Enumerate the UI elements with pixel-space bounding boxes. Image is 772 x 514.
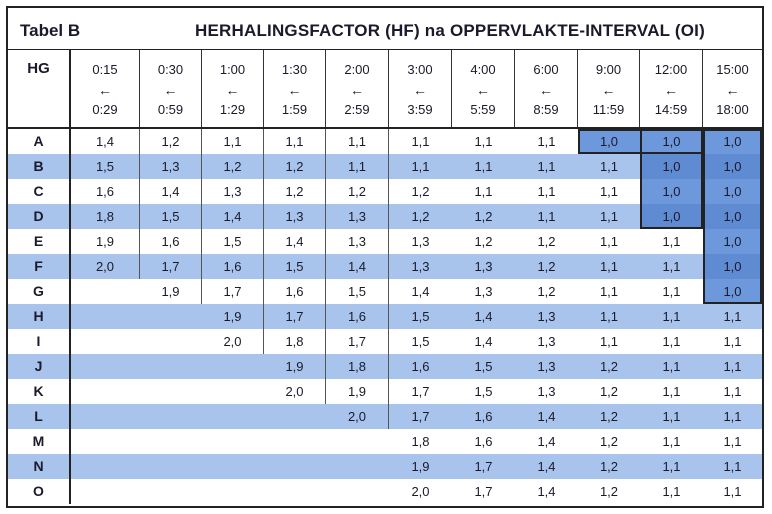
table-cell: 1,0 bbox=[703, 154, 762, 179]
column-from: 1:00 bbox=[219, 62, 246, 77]
row-group-label: E bbox=[8, 229, 71, 254]
table-cell: 1,6 bbox=[474, 409, 493, 424]
table-cell: 1,1 bbox=[474, 134, 493, 149]
table-row bbox=[8, 254, 762, 279]
table-cell bbox=[71, 479, 140, 504]
table-row bbox=[8, 279, 762, 304]
table-cell: 1,4 bbox=[326, 254, 389, 279]
table-cell: 1,6 bbox=[140, 229, 202, 254]
arrow-left-icon: ← bbox=[98, 82, 112, 98]
table-cell: 1,1 bbox=[662, 484, 681, 499]
table-cell bbox=[140, 404, 202, 429]
table-cell: 1,7 bbox=[474, 484, 493, 499]
table-cell bbox=[202, 354, 264, 379]
column-to: 18:00 bbox=[716, 102, 749, 117]
table-cell bbox=[71, 304, 140, 329]
arrow-left-icon: ← bbox=[539, 82, 553, 98]
table-cell: 1,2 bbox=[599, 384, 619, 399]
row-group-label: M bbox=[8, 429, 71, 454]
table-cell: 1,1 bbox=[411, 159, 430, 174]
table-cell: 1,7 bbox=[264, 304, 326, 329]
table-cell: 1,1 bbox=[599, 284, 619, 299]
table-cell: 1,1 bbox=[537, 134, 556, 149]
table-cell: 1,0 bbox=[640, 204, 703, 229]
table-cell: 1,2 bbox=[537, 284, 556, 299]
table-cell: 1,3 bbox=[537, 309, 556, 324]
column-from: 1:30 bbox=[281, 62, 308, 77]
table-cell bbox=[264, 454, 326, 479]
table-cell bbox=[71, 404, 140, 429]
title-bar bbox=[8, 8, 762, 50]
table-cell: 1,9 bbox=[202, 304, 264, 329]
arrow-left-icon: ← bbox=[664, 82, 678, 98]
column-from: 2:00 bbox=[344, 62, 370, 77]
table-cell: 1,3 bbox=[411, 259, 430, 274]
table-cell: 1,1 bbox=[723, 309, 742, 324]
table-cell: 1,1 bbox=[264, 129, 326, 154]
table-cell: 1,3 bbox=[474, 284, 493, 299]
table-cell: 1,0 bbox=[703, 254, 762, 279]
table-cell: 1,2 bbox=[474, 234, 493, 249]
table-cell: 1,1 bbox=[723, 409, 742, 424]
table-cell: 1,1 bbox=[599, 184, 619, 199]
table-row bbox=[8, 154, 762, 179]
table-cell: 1,7 bbox=[202, 279, 264, 304]
column-header bbox=[71, 50, 140, 127]
table-cell: 1,2 bbox=[140, 129, 202, 154]
table-cell: 1,4 bbox=[71, 129, 140, 154]
table-cell bbox=[202, 404, 264, 429]
arrow-left-icon: ← bbox=[725, 82, 740, 98]
table-cell: 1,4 bbox=[537, 484, 556, 499]
table-cell: 1,2 bbox=[326, 179, 389, 204]
table-cell: 1,9 bbox=[264, 354, 326, 379]
arrow-left-icon: ← bbox=[476, 82, 490, 98]
column-from: 4:00 bbox=[470, 62, 496, 77]
table-title: HERHALINGSFACTOR (HF) na OPPERVLAKTE-INTERVAL (OI) bbox=[195, 21, 705, 40]
arrow-left-icon: ← bbox=[287, 82, 302, 98]
table-cell: 1,1 bbox=[411, 134, 430, 149]
table-cell: 1,0 bbox=[640, 129, 703, 154]
table-cell: 1,7 bbox=[140, 254, 202, 279]
row-group-label: C bbox=[8, 179, 71, 204]
table-cell: 1,5 bbox=[411, 309, 430, 324]
table-cell: 1,1 bbox=[537, 159, 556, 174]
column-from: 0:15 bbox=[92, 62, 118, 77]
table-cell: 1,1 bbox=[723, 459, 742, 474]
row-group-label: J bbox=[8, 354, 71, 379]
table-cell: 1,0 bbox=[703, 204, 762, 229]
table-cell bbox=[140, 479, 202, 504]
table-row bbox=[8, 354, 762, 379]
table-cell: 1,5 bbox=[411, 334, 430, 349]
table-cell: 1,5 bbox=[71, 154, 140, 179]
table-cell: 1,8 bbox=[326, 354, 389, 379]
table-cell: 1,3 bbox=[411, 234, 430, 249]
table-cell: 1,1 bbox=[537, 209, 556, 224]
table-cell: 1,5 bbox=[202, 229, 264, 254]
table-cell: 1,0 bbox=[703, 179, 762, 204]
table-cell: 1,1 bbox=[662, 234, 681, 249]
table-cell: 1,1 bbox=[326, 129, 389, 154]
column-from: 6:00 bbox=[533, 62, 559, 77]
table-cell: 1,4 bbox=[537, 459, 556, 474]
column-from: 9:00 bbox=[595, 62, 622, 77]
table-cell: 1,9 bbox=[326, 379, 389, 404]
table-cell bbox=[71, 429, 140, 454]
table-row bbox=[8, 204, 762, 229]
table-cell: 1,1 bbox=[662, 459, 681, 474]
table-row bbox=[8, 129, 762, 154]
table-cell: 2,0 bbox=[71, 254, 140, 279]
table-cell: 1,1 bbox=[723, 359, 742, 374]
table-cell bbox=[326, 454, 389, 479]
column-to: 11:59 bbox=[592, 102, 625, 117]
column-to: 0:59 bbox=[157, 102, 184, 117]
table-cell: 1,0 bbox=[640, 179, 703, 204]
table-cell: 1,2 bbox=[599, 459, 619, 474]
table-cell: 1,4 bbox=[202, 204, 264, 229]
table-cell: 1,8 bbox=[71, 204, 140, 229]
table-cell: 1,1 bbox=[723, 484, 742, 499]
column-to: 2:59 bbox=[344, 102, 370, 117]
column-from: 12:00 bbox=[654, 62, 688, 77]
table-cell: 1,3 bbox=[537, 359, 556, 374]
table-cell: 1,6 bbox=[202, 254, 264, 279]
column-header bbox=[515, 50, 578, 127]
table-cell: 1,1 bbox=[599, 209, 619, 224]
table-cell bbox=[264, 429, 326, 454]
table-cell bbox=[140, 454, 202, 479]
table-cell bbox=[264, 479, 326, 504]
table-cell bbox=[202, 429, 264, 454]
table-cell: 1,9 bbox=[411, 459, 430, 474]
table-cell: 1,1 bbox=[662, 384, 681, 399]
arrow-left-icon: ← bbox=[413, 82, 427, 98]
table-row bbox=[8, 429, 762, 454]
table-cell: 1,2 bbox=[599, 434, 619, 449]
table-cell: 1,5 bbox=[264, 254, 326, 279]
table-cell: 1,1 bbox=[662, 284, 681, 299]
table-cell bbox=[71, 354, 140, 379]
table-cell bbox=[71, 279, 140, 304]
table-label: Tabel B bbox=[20, 21, 81, 40]
table-cell: 1,0 bbox=[703, 279, 762, 304]
arrow-left-icon: ← bbox=[350, 82, 364, 98]
table-cell: 1,2 bbox=[537, 234, 556, 249]
table-cell: 1,1 bbox=[723, 334, 742, 349]
row-group-label: I bbox=[8, 329, 71, 354]
table-cell bbox=[140, 429, 202, 454]
table-cell bbox=[202, 454, 264, 479]
table-row bbox=[8, 479, 762, 504]
arrow-left-icon: ← bbox=[225, 82, 240, 98]
column-header bbox=[452, 50, 515, 127]
table-cell: 1,4 bbox=[411, 284, 430, 299]
table-cell: 1,0 bbox=[703, 229, 762, 254]
table-cell: 1,1 bbox=[662, 334, 681, 349]
table-row bbox=[8, 379, 762, 404]
table-cell: 1,2 bbox=[599, 409, 619, 424]
column-header bbox=[264, 50, 326, 127]
table-cell: 1,2 bbox=[411, 209, 430, 224]
column-to: 5:59 bbox=[470, 102, 496, 117]
table-cell: 1,0 bbox=[640, 154, 703, 179]
table-cell: 1,3 bbox=[474, 259, 493, 274]
table-cell: 1,3 bbox=[202, 179, 264, 204]
table-cell: 1,1 bbox=[662, 259, 681, 274]
table-cell: 2,0 bbox=[264, 379, 326, 404]
column-header bbox=[202, 50, 264, 127]
table-row bbox=[8, 329, 762, 354]
table-cell: 1,3 bbox=[264, 204, 326, 229]
table-row bbox=[8, 179, 762, 204]
table-cell: 1,4 bbox=[537, 434, 556, 449]
table-cell: 1,0 bbox=[703, 129, 762, 154]
table-cell: 1,3 bbox=[326, 204, 389, 229]
column-header bbox=[326, 50, 389, 127]
column-to: 8:59 bbox=[533, 102, 559, 117]
table-cell: 2,0 bbox=[411, 484, 430, 499]
table-cell: 1,6 bbox=[264, 279, 326, 304]
table-cell: 1,8 bbox=[411, 434, 430, 449]
table-cell: 1,4 bbox=[140, 179, 202, 204]
table-cell: 1,5 bbox=[474, 359, 493, 374]
table-cell: 1,2 bbox=[264, 179, 326, 204]
table-row bbox=[8, 229, 762, 254]
table-cell: 1,4 bbox=[474, 334, 493, 349]
table-cell: 1,5 bbox=[140, 204, 202, 229]
row-group-label: L bbox=[8, 404, 71, 429]
table-row bbox=[8, 304, 762, 329]
table-cell: 1,4 bbox=[264, 229, 326, 254]
row-group-label: O bbox=[8, 479, 71, 504]
table-cell: 1,1 bbox=[326, 154, 389, 179]
row-group-label: B bbox=[8, 154, 71, 179]
table-cell: 1,1 bbox=[662, 434, 681, 449]
table-cell: 1,1 bbox=[599, 259, 619, 274]
table-cell: 1,1 bbox=[723, 434, 742, 449]
column-header bbox=[389, 50, 452, 127]
table-cell: 1,1 bbox=[537, 184, 556, 199]
table-cell: 1,1 bbox=[599, 309, 619, 324]
table-cell: 1,1 bbox=[662, 409, 681, 424]
table-cell bbox=[202, 479, 264, 504]
table-cell: 1,5 bbox=[474, 384, 493, 399]
table-cell bbox=[326, 429, 389, 454]
table-cell: 1,9 bbox=[71, 229, 140, 254]
table-cell: 1,8 bbox=[264, 329, 326, 354]
arrow-left-icon: ← bbox=[163, 82, 178, 98]
column-from: 3:00 bbox=[407, 62, 433, 77]
row-group-label: G bbox=[8, 279, 71, 304]
table-cell: 1,2 bbox=[264, 154, 326, 179]
table-cell: 1,1 bbox=[662, 309, 681, 324]
table-cell: 1,7 bbox=[411, 409, 430, 424]
table-cell: 1,1 bbox=[599, 234, 619, 249]
table-cell bbox=[140, 304, 202, 329]
table-cell: 1,6 bbox=[71, 179, 140, 204]
table-row bbox=[8, 454, 762, 479]
table-cell bbox=[264, 404, 326, 429]
table-cell: 1,1 bbox=[723, 384, 742, 399]
table-cell: 1,5 bbox=[326, 279, 389, 304]
column-header bbox=[703, 50, 762, 127]
table-cell: 1,3 bbox=[537, 334, 556, 349]
column-header bbox=[578, 50, 640, 127]
table-cell: 1,2 bbox=[474, 209, 493, 224]
table-cell: 1,2 bbox=[599, 359, 619, 374]
table-cell: 1,1 bbox=[474, 184, 493, 199]
table-cell bbox=[140, 329, 202, 354]
table-cell: 1,3 bbox=[326, 229, 389, 254]
column-header bbox=[640, 50, 703, 127]
column-to: 14:59 bbox=[654, 102, 688, 117]
table-cell bbox=[140, 354, 202, 379]
arrow-left-icon: ← bbox=[601, 82, 616, 98]
table-cell: 2,0 bbox=[326, 404, 389, 429]
table-cell bbox=[71, 454, 140, 479]
table-cell: 1,7 bbox=[411, 384, 430, 399]
column-to: 0:29 bbox=[92, 102, 118, 117]
row-group-label: A bbox=[8, 129, 71, 154]
row-group-label: H bbox=[8, 304, 71, 329]
table-cell: 1,0 bbox=[578, 129, 640, 154]
column-from: 15:00 bbox=[716, 62, 749, 77]
table-cell: 1,1 bbox=[599, 334, 619, 349]
table-row bbox=[8, 404, 762, 429]
table-cell: 1,1 bbox=[599, 159, 619, 174]
table-cell: 1,3 bbox=[537, 384, 556, 399]
table-cell bbox=[71, 379, 140, 404]
hg-header: HG bbox=[8, 50, 71, 127]
column-to: 1:29 bbox=[219, 102, 246, 117]
table-cell: 1,1 bbox=[202, 129, 264, 154]
column-to: 3:59 bbox=[407, 102, 433, 117]
column-to: 1:59 bbox=[281, 102, 308, 117]
column-header bbox=[140, 50, 202, 127]
table-cell: 1,7 bbox=[474, 459, 493, 474]
table-cell: 1,2 bbox=[202, 154, 264, 179]
table-cell bbox=[71, 329, 140, 354]
table-cell: 1,1 bbox=[662, 359, 681, 374]
table-cell: 1,4 bbox=[474, 309, 493, 324]
table-cell bbox=[326, 479, 389, 504]
table-cell: 1,7 bbox=[326, 329, 389, 354]
table-cell: 1,1 bbox=[474, 159, 493, 174]
table-cell: 1,9 bbox=[140, 279, 202, 304]
table-cell: 1,6 bbox=[474, 434, 493, 449]
table-cell: 1,2 bbox=[411, 184, 430, 199]
table-cell: 1,6 bbox=[326, 304, 389, 329]
row-group-label: K bbox=[8, 379, 71, 404]
row-group-label: F bbox=[8, 254, 71, 279]
table-cell bbox=[140, 379, 202, 404]
table-cell: 1,2 bbox=[537, 259, 556, 274]
row-group-label: N bbox=[8, 454, 71, 479]
table-cell: 1,6 bbox=[411, 359, 430, 374]
table-cell: 1,3 bbox=[140, 154, 202, 179]
table-cell: 1,2 bbox=[599, 484, 619, 499]
row-group-label: D bbox=[8, 204, 71, 229]
table-cell: 2,0 bbox=[202, 329, 264, 354]
table-cell: 1,4 bbox=[537, 409, 556, 424]
table-cell bbox=[202, 379, 264, 404]
column-from: 0:30 bbox=[157, 62, 184, 77]
table-frame bbox=[6, 6, 764, 508]
